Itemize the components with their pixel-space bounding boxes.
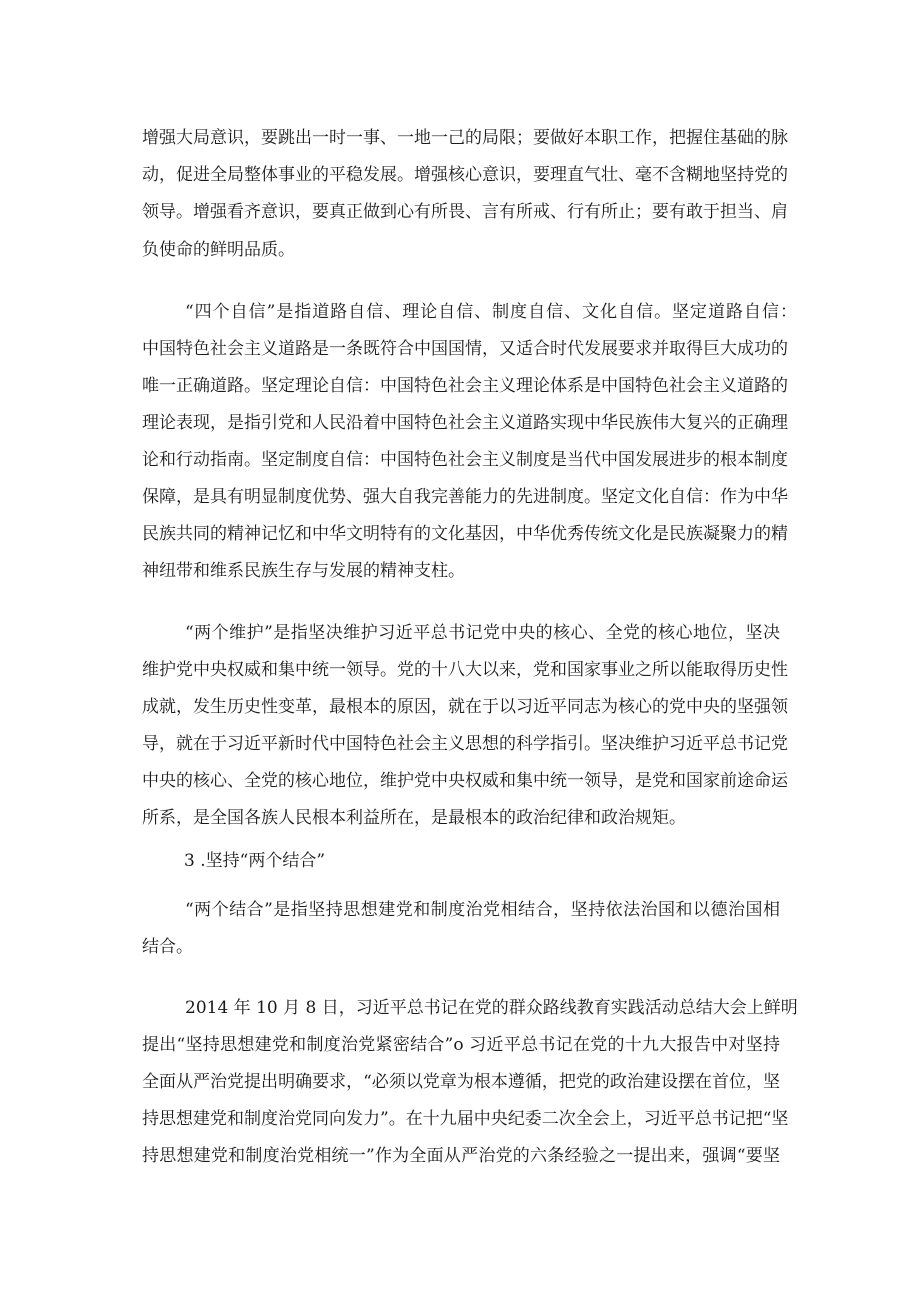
paragraph-2-line-4: 理论表现，是指引党和人民沿着中国特色社会主义道路实现中华民族伟大复兴的正确理 bbox=[142, 413, 788, 433]
paragraph-3-line-1: “两个维护”是指坚决维护习近平总书记党中央的核心、全党的核心地位，坚决 bbox=[185, 623, 780, 643]
paragraph-3-line-5: 中央的核心、全党的核心地位，维护党中央权威和集中统一领导，是党和国家前途命运 bbox=[142, 771, 788, 791]
paragraph-1-line-1: 增强大局意识，要跳出一时一事、一地一己的局限；要做好本职工作，把握住基础的脉 bbox=[142, 128, 788, 148]
paragraph-1-line-3: 领导。增强看齐意识，要真正做到心有所畏、言有所戒、行有所止；要有敢于担当、肩 bbox=[142, 202, 788, 222]
paragraph-6-line-3: 全面从严治党提出明确要求，“必须以党章为根本遵循，把党的政治建设摆在首位，坚 bbox=[142, 1072, 780, 1092]
paragraph-1-line-4: 负使命的鲜明品质。 bbox=[142, 240, 295, 260]
paragraph-3-line-6: 所系，是全国各族人民根本利益所在，是最根本的政治纪律和政治规矩。 bbox=[142, 808, 686, 828]
paragraph-6-line-4: 持思想建党和制度治党同向发力”。在十九届中央纪委二次全会上，习近平总书记把“坚 bbox=[142, 1109, 789, 1129]
paragraph-2-line-5: 论和行动指南。坚定制度自信：中国特色社会主义制度是当代中国发展进步的根本制度 bbox=[142, 450, 788, 470]
paragraph-6-line-5: 持思想建党和制度治党相统一”作为全面从严治党的六条经验之一提出来，强调“要坚 bbox=[142, 1146, 780, 1166]
paragraph-2-line-3: 唯一正确道路。坚定理论自信：中国特色社会主义理论体系是中国特色社会主义道路的 bbox=[142, 376, 788, 396]
paragraph-3-line-2: 维护党中央权威和集中统一领导。党的十八大以来，党和国家事业之所以能取得历史性 bbox=[142, 660, 788, 680]
paragraph-5-line-2: 结合。 bbox=[142, 937, 193, 957]
section-heading: 3 .坚持“两个结合” bbox=[184, 851, 326, 871]
paragraph-2-line-8: 神纽带和维系民族生存与发展的精神支柱。 bbox=[142, 561, 465, 581]
paragraph-2-line-6: 保障，是具有明显制度优势、强大自我完善能力的先进制度。坚定文化自信：作为中华 bbox=[142, 487, 788, 507]
paragraph-2-line-7: 民族共同的精神记忆和中华文明特有的文化基因，中华优秀传统文化是民族凝聚力的精 bbox=[142, 524, 788, 544]
paragraph-6-line-2: 提出“坚持思想建党和制度治党紧密结合”o 习近平总书记在党的十九大报告中对坚持 bbox=[142, 1035, 780, 1055]
paragraph-3-line-3: 成就，发生历史性变革，最根本的原因，就在于以习近平同志为核心的党中央的坚强领 bbox=[142, 697, 788, 717]
paragraph-3-line-4: 导，就在于习近平新时代中国特色社会主义思想的科学指引。坚决维护习近平总书记党 bbox=[142, 734, 788, 754]
paragraph-2-line-2: 中国特色社会主义道路是一条既符合中国国情，又适合时代发展要求并取得巨大成功的 bbox=[142, 339, 788, 359]
paragraph-2-line-1: “四个自信”是指道路自信、理论自信、制度自信、文化自信。坚定道路自信： bbox=[185, 302, 797, 322]
paragraph-6-line-1: 2014 年 10 月 8 日，习近平总书记在党的群众路线教育实践活动总结大会上鲜明 bbox=[185, 998, 798, 1018]
paragraph-1-line-2: 动，促进全局整体事业的平稳发展。增强核心意识，要理直气壮、毫不含糊地坚持党的 bbox=[142, 165, 788, 185]
paragraph-5-line-1: “两个结合”是指坚持思想建党和制度治党相结合，坚持依法治国和以德治国相 bbox=[185, 900, 780, 920]
